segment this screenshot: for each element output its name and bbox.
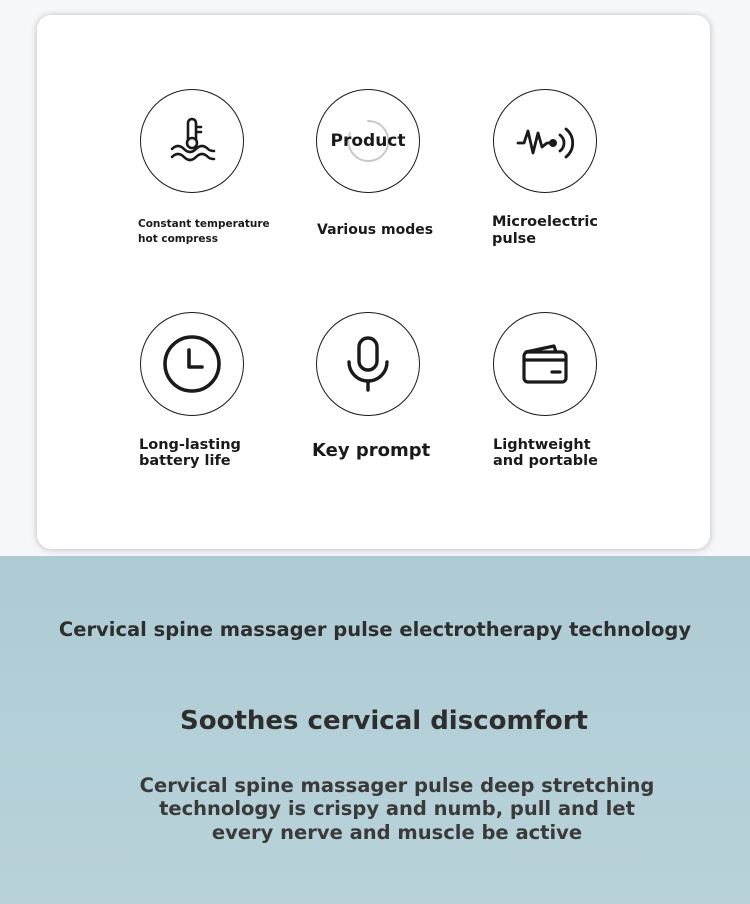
feature-circle-heat	[140, 89, 244, 193]
clock-icon	[161, 333, 223, 395]
wallet-icon	[520, 342, 570, 386]
description: Cervical spine massager pulse deep stretching technology is crispy and numb, pull and let every nerve and muscle be active	[139, 774, 655, 844]
feature-label-heat: Constant temperature hot compress	[138, 218, 270, 245]
feature-label-pulse: Microelectric pulse	[492, 214, 598, 247]
feature-label-battery: Long-lasting battery life	[139, 437, 241, 469]
feature-circle-pulse	[493, 89, 597, 193]
heat-compress-icon	[162, 111, 222, 171]
feature-circle-mic	[316, 312, 420, 416]
feature-circle-wallet	[493, 312, 597, 416]
soothe-title: Soothes cervical discomfort	[180, 706, 588, 736]
feature-label-modes: Various modes	[317, 222, 434, 238]
pulse-wave-icon	[514, 119, 576, 163]
technology-section	[0, 556, 750, 904]
feature-circle-battery	[140, 312, 244, 416]
feature-label-key-prompt: Key prompt	[312, 440, 431, 461]
microphone-icon	[343, 335, 393, 393]
feature-label-portable: Lightweight and portable	[493, 437, 598, 469]
feature-circle-product	[316, 89, 420, 193]
features-card	[37, 15, 710, 549]
product-icon-label: Product	[330, 131, 406, 151]
tech-heading: Cervical spine massager pulse electrotherapy technology	[58, 618, 692, 641]
